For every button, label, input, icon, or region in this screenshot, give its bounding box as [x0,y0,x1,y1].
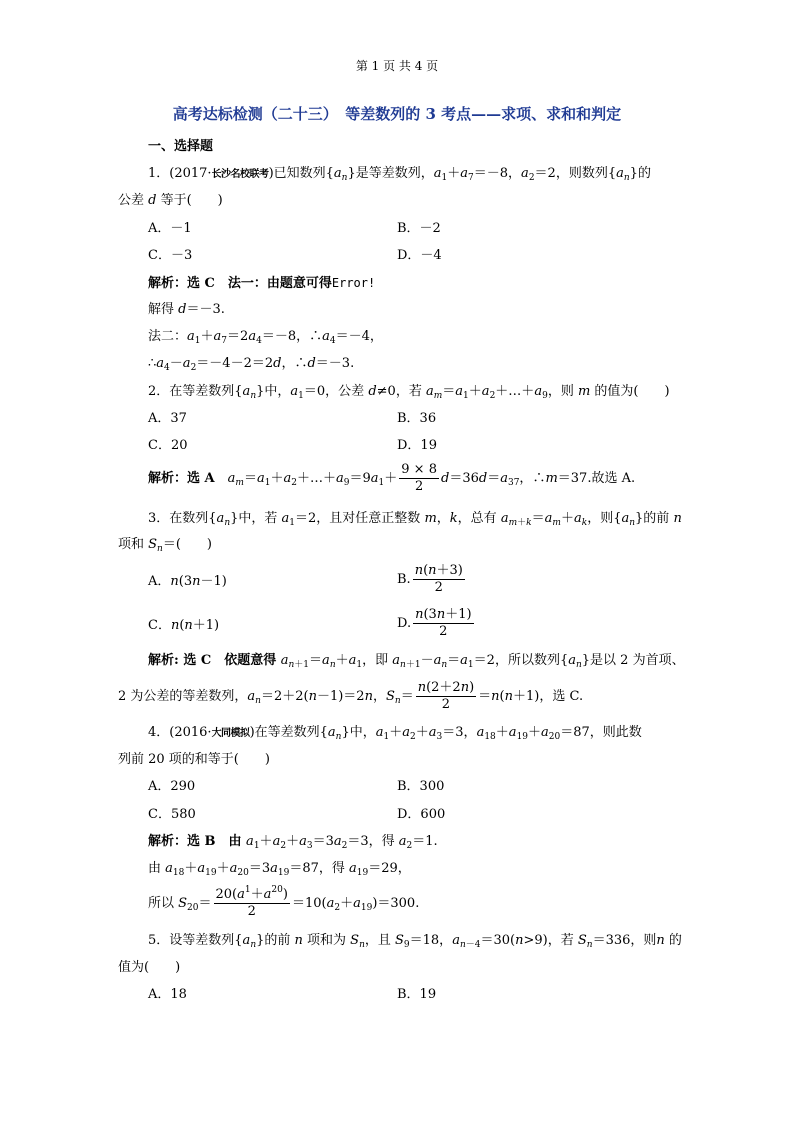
source-label: 长沙名校联考 [211,169,269,180]
q3-option-c: C．n(n＋1) [148,618,220,633]
page-title: 高考达标检测（二十三） 等差数列的 3 考点——求项、求和和判定 [172,105,622,123]
question-1-stem: 1．(2017·长沙名校联考)已知数列$\{a_n\}$是等差数列，$a_1+a_7=-8$，$a_2=2$，则数列$\{a_n\}$的 [148,166,651,183]
q1-solution-1: 解析：选 C 法一：由题意可得Error! [148,276,376,291]
q3-option-b: B. $\frac{n(n+3)}{2}$ [397,563,463,595]
q1-option-d: D．－4 [397,248,442,263]
q1-solution-4: $\therefore a_4-a_2=-4-2=2d$，∴d＝－3. [148,356,355,373]
q3-option-a: A．n(3n－1) [148,574,227,589]
page-header: 第 1 页 共 4 页 [355,59,439,73]
q1-solution-3: 法二：$a_1+a_7=2a_4=-8$，$\therefore a_4=-4$， [148,329,383,346]
question-2-stem: 2．在等差数列$\{a_n\}$中，$a_1=0$，公差 d≠0，若 $a_m=a_1+a_2+\dots+a_9$，则 m 的值为( ) [148,384,670,401]
fraction: $\frac{n(n+3)}{2}$ [414,563,463,595]
q3-solution-2: 2 为公差的等差数列，$a_n=2+2(n-1)=2n$，$S_n=$ $\frac{n(2+2n)}{2}$ ＝n(n＋1)，选 C. [118,680,584,712]
question-5-stem-cont: 值为( ) [118,960,181,975]
question-3-stem: 3．在数列$\{a_n\}$中，若 $a_1=2$，且对任意正整数 m，k，总有 $a_{m+k}=a_m+a_k$，则$\{a_n\}$的前 n [148,511,682,528]
q4-solution-1: 解析：选 B 由 $a_1+a_2+a_3=3a_2=3$，得 $a_2=1$. [148,834,438,851]
question-5-stem: 5．设等差数列$\{a_n\}$的前 n 项和为 $S_n$，且 $S_9=18$，$a_{n-4}=30(n>9)$，若 $S_n=336$，则n 的 [148,933,682,950]
source-label: 大同模拟 [211,728,250,739]
q1-solution-2: 解得 d＝－3. [148,302,225,317]
q5-option-b: B．19 [397,987,437,1002]
fraction: $\frac{9 \times 8}{2}$ [401,462,437,494]
question-3-stem-cont: 项和 $S_n=$( ) [118,537,212,554]
q4-option-c: C．580 [148,807,196,822]
q5-option-a: A．18 [148,987,187,1002]
fraction: $\frac{n(3n+1)}{2}$ [415,607,472,639]
q4-option-b: B．300 [397,779,445,794]
q4-solution-2: 由 $a_{18}+a_{19}+a_{20}=3a_{19}=87$，得 $a_{19}=29$， [148,861,411,878]
q2-solution: 解析：选 A $a_m=a_1+a_2+\dots+a_9=9a_1+$ $\frac{9 \times 8}{2}$ $d=36d=a_{37}$，∴m＝37.故选 A. [148,462,636,494]
q2-option-d: D．19 [397,438,437,453]
q2-option-b: B．36 [397,411,437,426]
question-4-stem-cont: 列前 20 项的和等于( ) [118,752,270,767]
q1-option-c: C．－3 [148,248,193,263]
q1-option-a: A．－1 [148,221,192,236]
q3-solution-1: 解析: 选 C 依题意得 $a_{n+1}=a_n+a_1$，即 $a_{n+1}-a_n=a_1=2$，所以数列$\{a_n\}$是以 2 为首项、 [148,653,685,670]
q1-option-b: B．－2 [397,221,441,236]
section-heading: 一、选择题 [148,139,214,154]
q4-solution-3: 所以 $S_{20}=$ $\frac{20(a^1+a^{20})}{2}$ $=10(a_2+a_{19})=300$. [148,885,420,919]
fraction: $\frac{20(a^1+a^{20})}{2}$ [215,885,288,919]
q4-option-a: A．290 [148,779,196,794]
question-1-stem-cont: 公差 d 等于( ) [118,193,223,208]
q3-option-d: D. $\frac{n(3n+1)}{2}$ [397,607,472,639]
fraction: $\frac{n(2+2n)}{2}$ [417,680,475,712]
question-4-stem: 4．(2016·大同模拟)在等差数列$\{a_n\}$中，$a_1+a_2+a_3=3$，$a_{18}+a_{19}+a_{20}=87$，则此数 [148,725,642,742]
q2-option-c: C．20 [148,438,188,453]
q4-option-d: D．600 [397,807,446,822]
q2-option-a: A．37 [148,411,187,426]
